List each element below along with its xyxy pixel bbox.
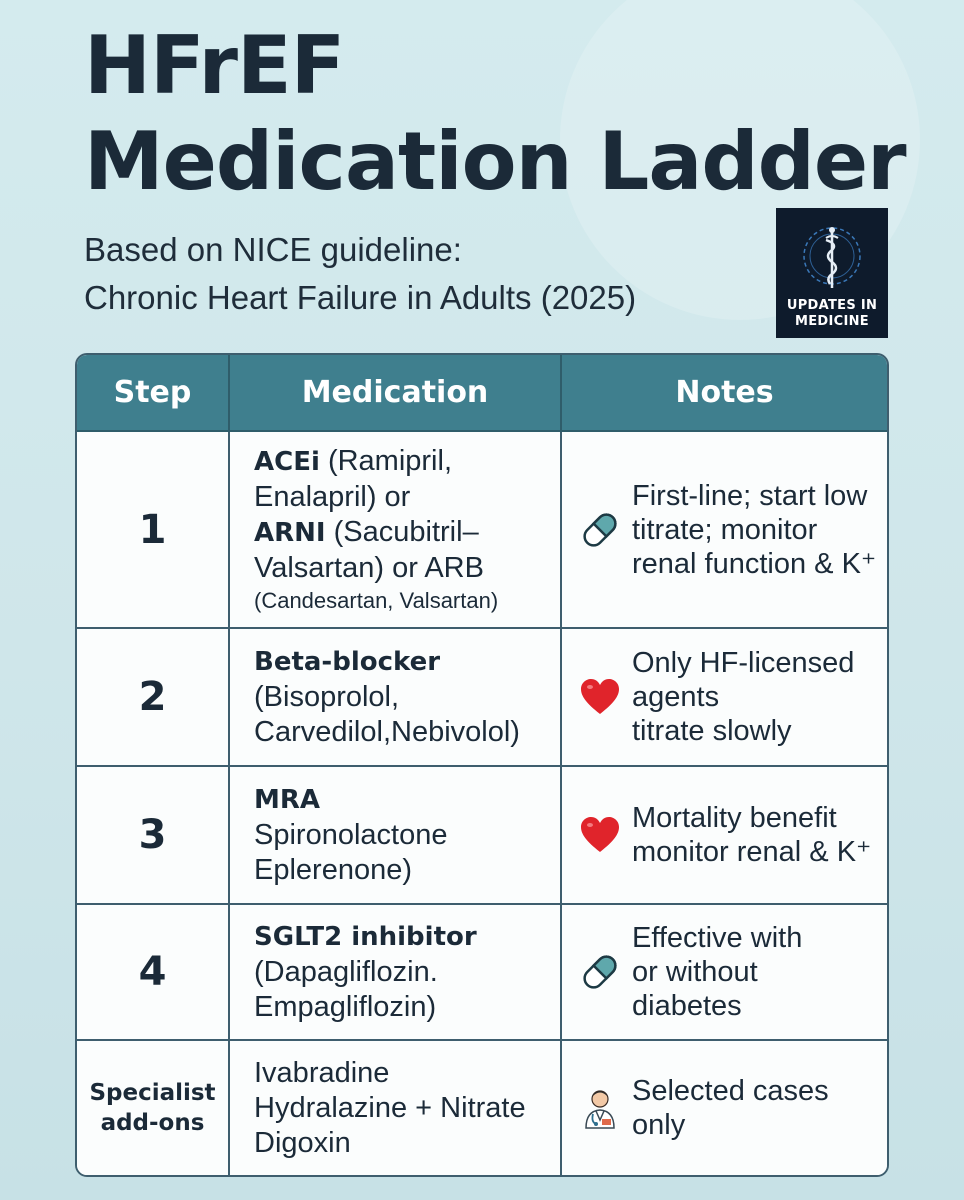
step-cell [77, 904, 229, 1040]
drug-class: Beta-blocker [254, 647, 441, 677]
step-number: 3 [138, 812, 167, 858]
note-line: renal function & K⁺ [632, 547, 877, 580]
notes-cell [561, 628, 887, 766]
drug-class: ACEi [254, 446, 320, 477]
heart-icon [578, 675, 622, 719]
drug-names-small: (Candesartan, Valsartan) [254, 587, 499, 613]
notes-cell [561, 1040, 887, 1175]
drug-names: Carvedilol,Nebivolol) [254, 716, 520, 748]
note-line: diabetes [632, 990, 742, 1022]
notes-cell [561, 431, 887, 628]
updates-in-medicine-logo [776, 208, 888, 338]
logo-text-line2: MEDICINE [795, 314, 869, 329]
drug-names: Hydralazine + Nitrate [254, 1091, 526, 1124]
table-row [77, 766, 887, 904]
note-line: titrate; monitor [632, 513, 818, 546]
note-line: or without [632, 956, 758, 988]
step-cell [77, 628, 229, 766]
step-label: add-ons [100, 1110, 205, 1136]
drug-names: (Bisoprolol, [254, 681, 400, 713]
drug-names: Empagliflozin) [254, 991, 437, 1023]
logo-text-line1: UPDATES IN [786, 298, 878, 313]
drug-names: (Dapagliflozin. [254, 956, 438, 988]
medication-table [75, 353, 889, 1177]
note-line: monitor renal & K⁺ [632, 836, 872, 868]
note-line: Only HF-licensed [632, 647, 855, 679]
medication-cell [229, 766, 561, 904]
step-label: Specialist [89, 1080, 216, 1106]
header-medication: Medication [229, 355, 561, 431]
header-step: Step [77, 355, 229, 431]
table-row [77, 904, 887, 1040]
step-cell [77, 766, 229, 904]
header-notes: Notes [561, 355, 887, 431]
step-number: 4 [138, 949, 167, 995]
note-line: First-line; start low [632, 479, 868, 512]
drug-names: (Ramipril, [319, 444, 453, 477]
pill-icon [578, 508, 622, 552]
drug-names: Enalapril) or [254, 480, 411, 513]
medication-cell [229, 1040, 561, 1175]
drug-names: Eplerenone) [254, 854, 412, 886]
medication-cell [229, 904, 561, 1040]
table-row [77, 431, 887, 628]
page-title: HFrEF Medication Ladder [84, 19, 906, 208]
drug-names: Ivabradine [254, 1056, 390, 1089]
drug-names: Digoxin [254, 1126, 351, 1159]
note-line: only [632, 1109, 686, 1141]
step-number: 2 [138, 674, 167, 720]
drug-names: Valsartan) or ARB [254, 551, 484, 584]
note-line: Mortality benefit [632, 802, 837, 834]
pill-icon [578, 950, 622, 994]
step-cell [77, 431, 229, 628]
step-number: 1 [138, 506, 167, 553]
drug-class: ARNI [254, 517, 326, 548]
table-row [77, 1040, 887, 1175]
heart-icon [578, 813, 622, 857]
doctor-icon [578, 1086, 622, 1130]
drug-names: Spironolactone [254, 819, 448, 851]
medication-cell [229, 628, 561, 766]
step-cell [77, 1040, 229, 1175]
table-row [77, 628, 887, 766]
page-subtitle: Based on NICE guideline: Chronic Heart Failure in Adults (2025) [84, 231, 637, 316]
notes-cell [561, 904, 887, 1040]
note-line: Selected cases [632, 1075, 829, 1107]
note-line: Effective with [632, 922, 803, 954]
drug-class: SGLT2 inhibitor [254, 922, 477, 952]
table-header-row [77, 355, 887, 431]
drug-class: MRA [254, 785, 321, 815]
notes-cell [561, 766, 887, 904]
caduceus-icon [798, 218, 866, 298]
medication-cell [229, 431, 561, 628]
drug-names: (Sacubitril– [325, 515, 479, 548]
note-line: titrate slowly [632, 715, 792, 747]
note-line: agents [632, 681, 720, 713]
